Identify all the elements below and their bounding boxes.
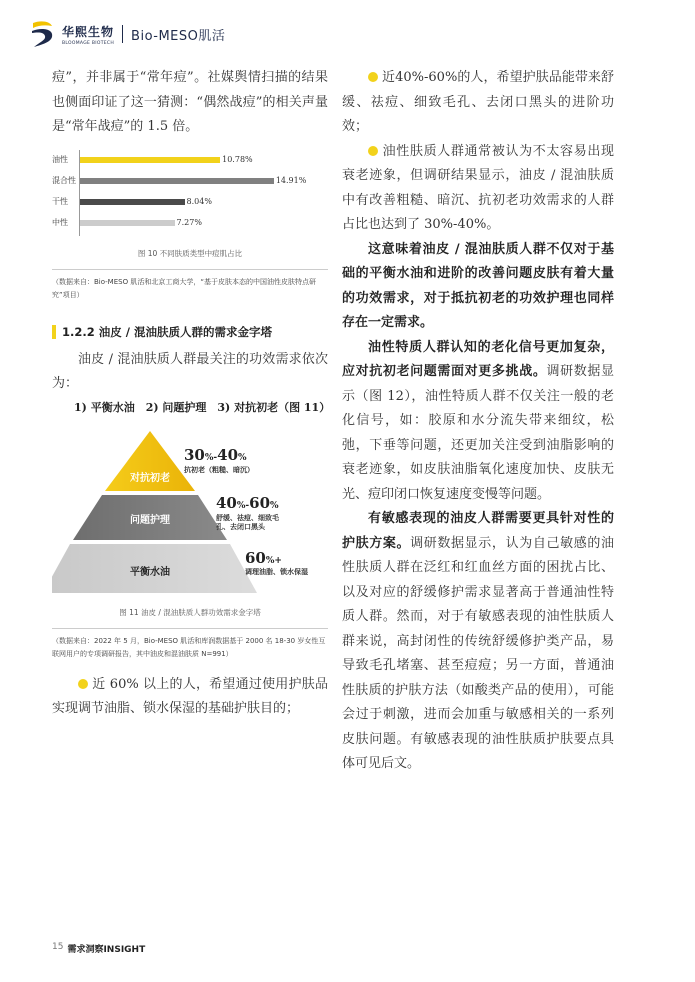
figure-11-caption: 图 11 油皮 / 混油肤质人群功效需求金字塔 (119, 607, 261, 617)
intro-paragraph: 痘”，并非属于“常年痘”。社媒舆情扫描的结果也侧面印证了这一猜测：“偶然战痘”的相关声量是“常年战痘”的 1.5 倍。 (52, 70, 328, 134)
figure-10-caption: 图 10 不同肤质类型中痘肌占比 (137, 248, 243, 258)
tier-2-description: 舒缓、祛痘、细致毛孔、去闭口黑头 (216, 512, 279, 531)
sensitive-skin-paragraph: 有敏感表现的油皮人群需要更具针对性的护肤方案。调研数据显示，认为自己敏感的油性肤质人群在泛红和红血丝方面的困扰占比、以及对应的舒缓修护需求显著高于普通油性特质人群。然而，对于有敏感表现的油性肤质人群来说，高封闭性的传统舒缓修护类产品，易导致毛孔堵塞、甚至痘痘；另一方面，普通油性肤质的护肤方法（如酸类产品的使用），可能会过于刺激，进而会加重与敏感相关的一系列皮肤问题。有敏感表现的油性肤质护肤要点具体可见后文。 (342, 511, 614, 771)
sub-brand: Bio-MESO肌活 (131, 28, 226, 44)
bullet-dot (78, 679, 88, 689)
demand-pyramid (52, 423, 328, 603)
tier-3-label: 平衡水油 (130, 566, 170, 578)
demand-paragraph: 油皮 / 混油肤质人群最关注的功效需求依次为： (52, 351, 328, 391)
header (30, 16, 225, 52)
tier-3-description: 调理油脂、锁水保湿 (245, 566, 308, 576)
header-divider (122, 25, 123, 43)
bar-category-label: 干性 (52, 196, 68, 206)
bullet-paragraph: 近40%-60%的人，希望护肤品能带来舒缓、祛痘、细致毛孔、去闭口黑头的进阶功效； (342, 70, 614, 134)
footer-title: 需求洞察INSIGHT (67, 945, 146, 955)
tier-2-label: 问题护理 (130, 514, 170, 526)
divider (52, 269, 328, 270)
divider (52, 628, 328, 629)
bullet-dot (368, 146, 378, 156)
bar-category-label: 混合性 (52, 175, 76, 185)
footer (52, 942, 145, 955)
figure-10-source: （数据来自：Bio-MESO 肌活和北京工商大学，“基于皮肤本态的中国油性皮肤特点研究”项目） (52, 277, 316, 299)
page-number: 15 (52, 942, 64, 952)
bar-value-label: 10.78% (222, 154, 253, 164)
tier-1-label: 对抗初老 (130, 472, 170, 484)
bar-row (52, 196, 328, 208)
brand-english: BLOOMAGE BIOTECH (62, 40, 115, 46)
brand (62, 23, 114, 46)
pyramid-heading: 1) 平衡水油 2) 问题护理 3) 对抗初老（图 11） (74, 400, 331, 414)
bar (80, 178, 274, 184)
bullet-paragraph: 近 60% 以上的人，希望通过使用护肤品实现调节油脂、锁水保湿的基础护肤目的； (52, 676, 328, 716)
bar (80, 220, 175, 226)
section-marker (52, 325, 56, 339)
tier-1-percent: 30%-40% (184, 445, 247, 464)
bullet-paragraph: 油性肤质人群通常被认为不太容易出现衰老迹象，但调研结果显示，油皮 / 混油肤质中有改善粗糙、暗沉、抗初老功效需求的人群占比也达到了 30%-40%。 (342, 143, 614, 232)
tier-2-percent: 40%-60% (216, 493, 279, 512)
bar-value-label: 8.04% (186, 196, 212, 206)
bullet-dot (368, 72, 378, 82)
left-column (52, 66, 331, 722)
bold-paragraph: 这意味着油皮 / 混油肤质人群不仅对于基础的平衡水油和进阶的改善问题皮肤有着大量的功效需求，对于抵抗初老的功效护理也同样存在一定需求。 (342, 241, 614, 330)
bar-row (52, 154, 328, 166)
logo-icon (30, 19, 56, 49)
bar (80, 199, 185, 205)
bar-category-label: 油性 (52, 154, 68, 164)
skin-type-bar-chart (52, 150, 328, 240)
bar-value-label: 7.27% (176, 217, 202, 227)
bar (80, 157, 220, 163)
right-column (342, 66, 614, 777)
section-title: 1.2.2 油皮 / 混油肤质人群的需求金字塔 (62, 324, 272, 339)
bar-category-label: 中性 (52, 217, 68, 227)
bar-row (52, 217, 328, 229)
brand-name: 华熙生物 (62, 24, 115, 39)
bar-value-label: 14.91% (275, 175, 307, 185)
aging-signal-paragraph: 油性特质人群认知的老化信号更加复杂，应对抗初老问题需面对更多挑战。调研数据显示（图 12），油性特质人群不仅关注一般的老化信号，如：胶原和水分流失带来细纹，松弛，下垂等问题，还更加关注受到油脂影响的衰老迹象，如皮肤油脂氧化速度加快、皮肤无光、痘印闭口恢复速度变慢等问题。 (342, 339, 614, 502)
tier-3-percent: 60%+ (245, 548, 282, 567)
section-heading (52, 324, 328, 340)
bar-row (52, 175, 328, 187)
figure-11-source: （数据来自：2022 年 5 月，Bio-MESO 肌活和库润数据基于 2000 名 18-30 岁女性互联网用户的专项调研报告，其中油皮和混油肤质 N=991） (52, 636, 326, 658)
tier-1-description: 抗初老（粗糙、暗沉） (184, 464, 254, 474)
